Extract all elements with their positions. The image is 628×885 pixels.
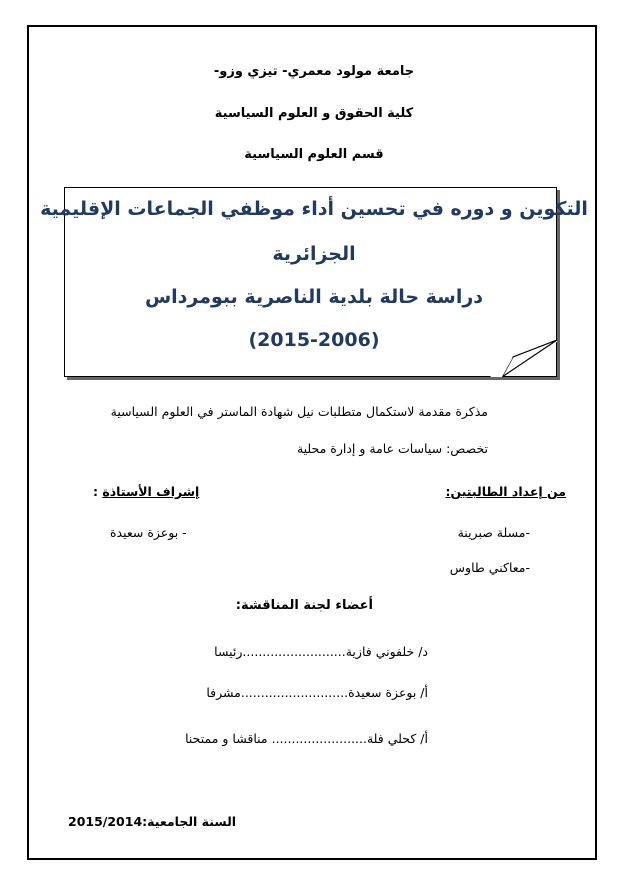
jury-member: د/ خلفوني فازية..........................رئيسا [214,644,428,659]
memo-purpose: مذكرة مقدمة لاستكمال متطلبات نيل شهادة الماستر في العلوم السياسية [110,404,488,419]
study-period: (2015-2006) [248,329,380,351]
faculty-name: كلية الحقوق و العلوم السياسية [214,106,414,121]
academic-year-label: السنة الجامعية: [142,814,237,829]
specialization: تخصص: سياسات عامة و إدارة محلية [296,441,488,456]
academic-year-value: 2015/2014 [68,814,143,829]
university-name: جامعة مولود معمري- تيزي وزو- [213,64,415,79]
department-name: قسم العلوم السياسية [244,147,384,162]
jury-member: أ/ كحلي فلة........................ مناقشا و ممتحنا [185,731,428,746]
thesis-title-line-1: التكوين و دوره في تحسين أداء موظفي الجماعات الإقليمية [40,198,588,220]
jury-member: أ/ بوعزة سعيدة...........................مشرفا [206,685,428,700]
student-name: -مسلة صبرينة [457,525,530,540]
supervision-heading-colon: : [93,484,103,499]
case-study-title: دراسة حالة بلدية الناصرية ببومرداس [144,286,484,308]
supervisor-name: - بوعزة سعيدة [110,525,187,540]
academic-year [68,814,236,829]
jury-heading: أعضاء لجنة المناقشة: [235,598,373,613]
supervision-heading [93,484,199,499]
thesis-title-line-2: الجزائرية [272,243,356,265]
student-name: -معاكني طاوس [449,560,530,575]
prepared-by-heading: من إعداد الطالبتين: [445,484,566,499]
supervision-heading-label: إشراف الأستاذة [102,484,200,499]
